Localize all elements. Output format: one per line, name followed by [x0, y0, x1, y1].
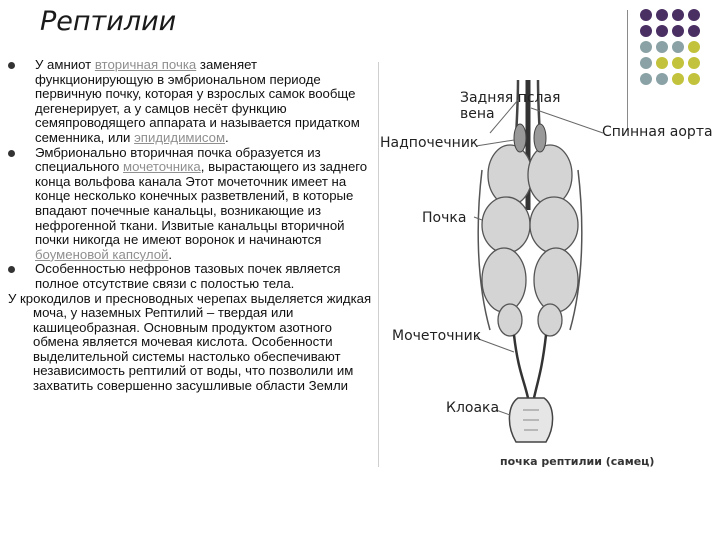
slide-title: Рептилии	[40, 6, 177, 37]
bullet-paragraph-2: Эмбрионально вторичная почка образуется из специального мочеточника, вырастающего из заднего конца вольфова канала Этот мочеточник имеет на конце несколько конечных разветвлений, в которые впадают почечные канальцы, возникающие из нефрогенной ткани. Извитые канальцы вторичной почки никогда не имеют воронок и начинаются боуменовой капсулой.	[8, 146, 376, 263]
right-kidney	[528, 145, 578, 336]
decorative-dot	[656, 73, 668, 85]
bullet-icon	[8, 62, 15, 69]
ureter-left	[514, 335, 528, 398]
adrenal-gland	[534, 124, 546, 152]
bullet-paragraph-3: Особенностью нефронов тазовых почек является полное отсутствие связи с полостью тела.	[8, 262, 376, 291]
decorative-dot	[640, 73, 652, 85]
decorative-dot	[688, 41, 700, 53]
ureter-right	[534, 335, 546, 398]
paragraph-4: У крокодилов и пресноводных черепах выделяется жидкая моча, у наземных Рептилий – твердая или кашицеобразная. Основным продуктом азотного обмена является мочевая кислота. Особенности выделительной системы настолько обеспечивают независимость рептилий от воды, что позволили им захватить совершенно засушливые области Земли	[8, 290, 372, 394]
decorative-dot	[688, 57, 700, 69]
bullet-paragraph-1: У амниот вторичная почка заменяет функционирующую в эмбриональном периоде первичную почку, которая у взрослых самок вообще дегенерирует, а у самцов несёт функцию семяпроводящего аппарата и называется придатком семенника, или эпидидимисом.	[8, 58, 376, 146]
label-cloaca: Клоака	[446, 400, 500, 416]
link-epididymis[interactable]: эпидидимисом	[134, 129, 226, 145]
decorative-dot	[688, 9, 700, 21]
decorative-dot	[672, 25, 684, 37]
label-kidney: Почка	[422, 210, 467, 226]
decorative-dot	[688, 73, 700, 85]
decorative-dot	[640, 9, 652, 21]
decorative-dot	[656, 41, 668, 53]
decorative-dot-grid	[640, 9, 701, 86]
bullet-icon	[8, 266, 15, 273]
bullet-icon	[8, 150, 15, 157]
decorative-dot	[672, 73, 684, 85]
label-dorsal-aorta: Спинная аорта	[602, 124, 713, 140]
decorative-dot	[656, 25, 668, 37]
main-text	[8, 58, 376, 394]
decorative-dot	[672, 41, 684, 53]
link-bowman-capsule[interactable]: боуменовой капсулой	[35, 246, 169, 262]
decorative-dot	[640, 41, 652, 53]
link-secondary-kidney[interactable]: вторичная почка	[94, 57, 197, 72]
decorative-dot	[656, 57, 668, 69]
decorative-dot	[640, 57, 652, 69]
decorative-dot	[640, 25, 652, 37]
decorative-dot	[672, 57, 684, 69]
left-kidney	[482, 145, 532, 336]
label-posterior-vein: Задняя пслая вена	[460, 90, 561, 122]
link-ureter[interactable]: мочеточника	[123, 159, 201, 175]
adrenal-gland	[514, 124, 526, 152]
diagram-caption: почка рептилии (самец)	[500, 455, 655, 468]
decorative-dot	[672, 9, 684, 21]
label-adrenal: Надпочечник	[380, 135, 479, 151]
decorative-dot	[656, 9, 668, 21]
label-ureter: Мочеточник	[392, 328, 482, 344]
decorative-dot	[688, 25, 700, 37]
